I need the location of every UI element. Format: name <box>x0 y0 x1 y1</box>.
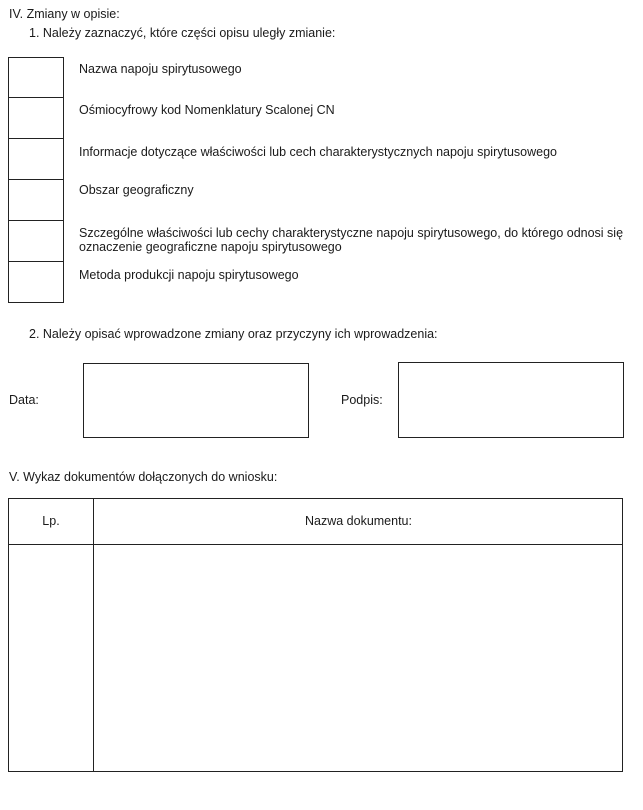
date-field[interactable] <box>83 363 309 438</box>
question-1-text: 1. Należy zaznaczyć, które części opisu uległy zmianie: <box>29 26 336 40</box>
signature-label: Podpis: <box>341 393 383 407</box>
check-row-cn-code <box>8 98 622 139</box>
section-iv-title: IV. Zmiany w opisie: <box>9 7 120 21</box>
check-row-special-features <box>8 221 622 262</box>
table-header-lp: Lp. <box>42 514 60 528</box>
table-header-divider <box>9 544 622 545</box>
check-row-name <box>8 57 622 98</box>
documents-table <box>8 498 623 772</box>
checkbox-production-method[interactable] <box>8 261 64 304</box>
checkbox-name[interactable] <box>8 57 64 98</box>
checkbox-geo-area[interactable] <box>8 179 64 222</box>
signature-field[interactable] <box>398 362 624 438</box>
checkbox-cn-code[interactable] <box>8 97 64 140</box>
check-label-geo-area: Obszar geograficzny <box>79 183 194 197</box>
check-label-cn-code: Ośmiocyfrowy kod Nomenklatury Scalonej CN <box>79 103 335 117</box>
check-row-geo-area <box>8 180 622 221</box>
question-2-text: 2. Należy opisać wprowadzone zmiany oraz przyczyny ich wprowadzenia: <box>29 327 438 341</box>
checkbox-special-features[interactable] <box>8 220 64 263</box>
table-header-document-name: Nazwa dokumentu: <box>304 514 412 528</box>
check-label-name: Nazwa napoju spirytusowego <box>79 62 242 76</box>
check-row-production-method <box>8 262 622 303</box>
table-column-divider <box>93 499 94 771</box>
changes-checklist <box>8 57 622 303</box>
date-label: Data: <box>9 393 39 407</box>
check-label-special-features: Szczególne właściwości lub cechy charakterystyczne napoju spirytusowego, do którego odnosi się oznaczenie geograficzne napoju spirytusowego <box>79 226 624 254</box>
check-row-properties <box>8 139 622 180</box>
section-v-title: V. Wykaz dokumentów dołączonych do wniosku: <box>9 470 278 484</box>
checkbox-properties[interactable] <box>8 138 64 181</box>
check-label-properties: Informacje dotyczące właściwości lub cech charakterystycznych napoju spirytusowego <box>79 145 557 159</box>
check-label-production-method: Metoda produkcji napoju spirytusowego <box>79 268 299 282</box>
